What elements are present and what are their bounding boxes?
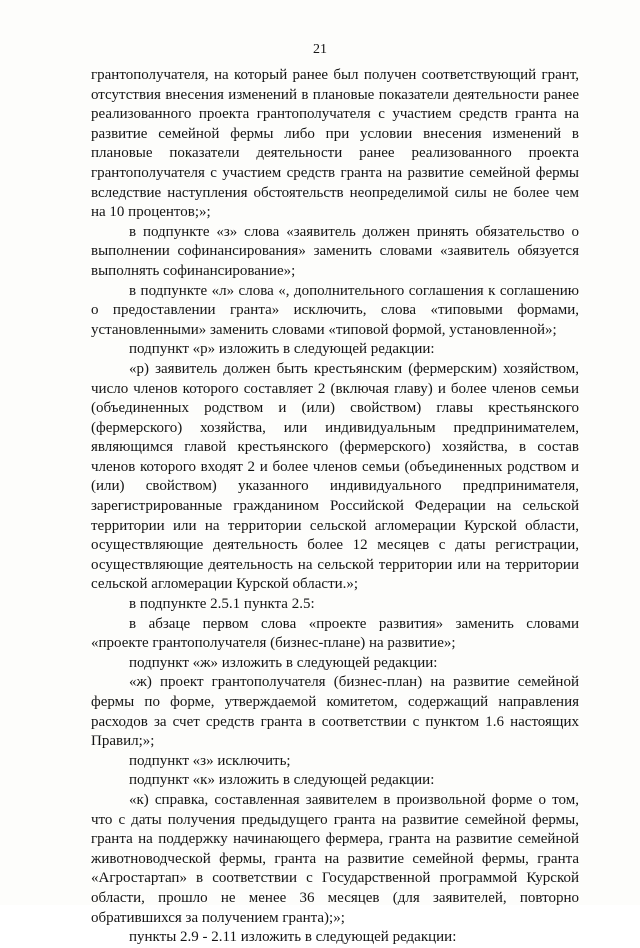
paragraph-first-abzac: в абзаце первом слова «проекте развития» заменить словами «проекте грантополучателя (бизнес-плане) на развитие»;: [91, 615, 579, 652]
paragraph-subclause-zh-intro: подпункт «ж» изложить в следующей редакции:: [129, 654, 438, 671]
paragraph-subclause-k-text: «к) справка, составленная заявителем в произвольной форме о том, что с даты получения предыдущего гранта на развитие семейной фермы, гранта на поддержку начинающего фермера, гранта на развитие семейной животноводческой фермы, гранта на развитие семейной фермы, гранта «Агростартап» в соответствии с Государственной программой Курской области, прошло не менее 36 месяцев (для заявителей, повторно обратившихся за получением гранта);»;: [91, 791, 579, 926]
page-number: 21: [313, 42, 327, 57]
paragraph-subpoint-2-5-1: в подпункте 2.5.1 пункта 2.5:: [129, 596, 315, 613]
paragraph-subclause-k-intro: подпункт «к» изложить в следующей редакции:: [129, 772, 435, 789]
paragraph-subclause-z-exclude: подпункт «з» исключить;: [129, 752, 291, 769]
paragraph-subclause-r-text: «р) заявитель должен быть крестьянским (фермерским) хозяйством, число членов которого составляет 2 (включая главу) и более членов семьи (объединенных родством и (или) свойством) главы крестьянского (фермерского) хозяйства, или индивидуальным предпринимателем, являющимся главой крестьянского (фермерского) хозяйства, в состав членов которого входят 2 и более членов семьи (объединенных родством и (или) свойством) указанного индивидуального предпринимателя, зарегистрированные гражданином Российской Федерации на сельской территории или на территории сельской агломерации Курской области, осуществляющие деятельность более 12 месяцев с даты регистрации, осуществляющие деятельность на сельской территории или на территории сельской агломерации Курской области.»;: [91, 360, 579, 593]
paragraph-subclause-z: в подпункте «з» слова «заявитель должен принять обязательство о выполнении софинансирования» заменить словами «заявитель обязуется выполнять софинансирование»;: [91, 223, 579, 279]
paragraph-subclause-r-intro: подпункт «р» изложить в следующей редакции:: [129, 341, 435, 358]
paragraph-subclause-l: в подпункте «л» слова «, дополнительного соглашения к соглашению о предоставлении гранта» исключить, слова «типовыми формами, установленными» заменить словами «типовой формой, установленной»;: [91, 282, 579, 338]
document-body: [91, 66, 579, 948]
paragraph-subclause-zh-text: «ж) проект грантополучателя (бизнес-план) на развитие семейной фермы по форме, утверждаемой комитетом, содержащий направления расходов за счет средств гранта в соответствии с пунктом 1.6 настоящих Правил;»;: [91, 674, 579, 750]
paragraph-points-2-9-2-11: пункты 2.9 - 2.11 изложить в следующей редакции:: [129, 929, 457, 946]
paragraph-continuation: грантополучателя, на который ранее был получен соответствующий грант, отсутствия внесения изменений в плановые показатели деятельности ранее реализованного проекта грантополучателя с участием средств гранта на развитие семейной фермы либо при условии внесения изменений в плановые показатели деятельности ранее реализованного проекта грантополучателя с участием средств гранта на развитие семейной фермы вследствие наступления обстоятельств неопределимой силы не более чем на 10 процентов;»;: [91, 67, 579, 221]
